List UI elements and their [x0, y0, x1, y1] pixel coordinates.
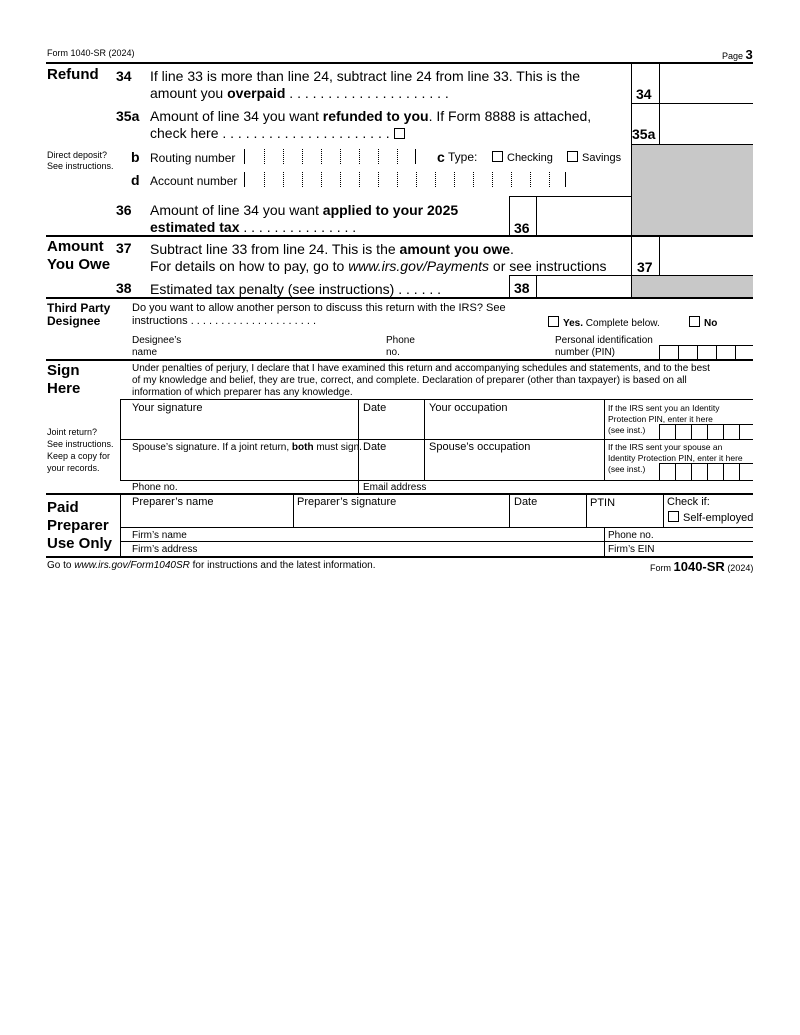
type-label: Type: — [448, 150, 478, 164]
account-label: Account number — [150, 174, 238, 188]
yes-bold: Yes. — [563, 318, 584, 329]
element — [359, 149, 360, 164]
spouse-date-field[interactable] — [360, 454, 422, 478]
email-label: Email address — [363, 482, 427, 493]
element — [264, 172, 265, 187]
refund-section-title: Refund — [47, 66, 99, 83]
element — [707, 425, 708, 439]
element — [264, 149, 265, 164]
element — [509, 275, 510, 297]
firms-ein-label: Firm’s EIN — [608, 544, 655, 555]
element — [509, 196, 510, 235]
preparer-title-a: Paid — [47, 499, 79, 516]
spouse-sig-pre: Spouse’s signature. If a joint return, — [132, 442, 292, 453]
joint-return-note — [47, 426, 114, 474]
designee-no-checkbox[interactable] — [689, 316, 700, 327]
header-rule — [46, 62, 753, 64]
line-37-box-label: 37 — [637, 259, 653, 275]
line-d-letter: d — [131, 172, 140, 188]
your-signature-label: Your signature — [132, 402, 203, 414]
footer-goto-pre: Go to — [47, 560, 75, 571]
page-label: Page — [722, 51, 744, 61]
line-b-letter: b — [131, 149, 140, 165]
element — [397, 149, 398, 164]
your-occupation-field[interactable] — [426, 414, 602, 438]
line-34-bold: overpaid — [227, 85, 286, 101]
element — [707, 464, 708, 480]
ip-pin-a: If the IRS sent you an Identity — [608, 403, 720, 413]
joint-note-c: Keep a copy for — [47, 451, 111, 461]
line-36-amount-field[interactable] — [537, 197, 630, 234]
firms-address-label: Firm’s address — [132, 544, 198, 555]
line-36-number: 36 — [116, 202, 132, 218]
element — [697, 346, 698, 359]
line-37-amount-field[interactable] — [660, 237, 752, 274]
designee-pin-field[interactable] — [659, 345, 753, 359]
phone-no-label: Phone no. — [132, 482, 178, 493]
checking-option[interactable] — [492, 151, 553, 164]
line-37-text-a — [150, 240, 514, 258]
element — [424, 399, 425, 481]
check-if-label: Check if: — [667, 496, 710, 508]
element — [435, 172, 436, 187]
firm-phone-field[interactable] — [658, 528, 752, 541]
footer-instructions — [47, 560, 376, 571]
routing-number-field[interactable] — [244, 149, 416, 164]
line-34-amount-field[interactable] — [660, 64, 752, 103]
element — [716, 346, 717, 359]
designee-phone-b: no. — [386, 347, 400, 358]
line-36-text-a — [150, 201, 458, 219]
line-34-text-a: If line 33 is more than line 24, subtract line 24 from line 33. This is the — [150, 68, 581, 84]
element — [283, 172, 284, 187]
element — [120, 494, 121, 556]
self-employed-option[interactable] — [668, 511, 753, 524]
line-35a-amount-field[interactable] — [660, 104, 752, 144]
line-38-number: 38 — [116, 280, 132, 296]
firms-address-field[interactable] — [200, 542, 602, 555]
preparer-name-label: Preparer’s name — [132, 496, 214, 508]
element — [492, 172, 493, 187]
line-36-box-label: 36 — [514, 220, 530, 236]
element — [378, 149, 379, 164]
sp-pin-c: (see inst.) — [608, 464, 646, 474]
element — [359, 172, 360, 187]
designee-yes-checkbox[interactable] — [548, 316, 559, 327]
line-34-leader: . . . . . . . . . . . . . . . . . . . . . — [285, 85, 449, 101]
amount-owe-bottom-rule — [46, 297, 753, 299]
footer-form-year: (2024) — [724, 563, 754, 573]
savings-checkbox[interactable] — [567, 151, 578, 162]
sp-pin-a: If the IRS sent your spouse an — [608, 442, 723, 452]
line-35a-check-here: check here — [150, 125, 219, 141]
spouse-sig-post: must sign. — [313, 442, 362, 453]
sign-title-b: Here — [47, 380, 81, 397]
element — [509, 494, 510, 527]
line-35a-suffix: . If Form 8888 is attached, — [428, 108, 592, 124]
designee-no-option[interactable] — [689, 316, 717, 329]
your-signature-field[interactable] — [122, 414, 356, 438]
shade-right-38 — [631, 275, 753, 297]
instructions-word: instructions — [132, 315, 188, 327]
perjury-line-c: information of which preparer has any knowledge. — [132, 387, 353, 398]
preparer-signature-label: Preparer’s signature — [297, 496, 397, 508]
third-party-leader: . . . . . . . . . . . . . . . . . . . . . — [187, 315, 316, 327]
element — [473, 172, 474, 187]
line-35a-number: 35a — [116, 108, 140, 124]
amount-owe-title-b: You Owe — [47, 256, 111, 273]
spouse-pin-field[interactable] — [659, 463, 753, 480]
designee-name-field[interactable] — [186, 334, 382, 358]
line-38-label: Estimated tax penalty (see instructions) — [150, 281, 395, 297]
page-number-value: 3 — [745, 47, 753, 62]
element — [454, 172, 455, 187]
firms-ein-field[interactable] — [660, 542, 752, 555]
line-37-prefix: Subtract line 33 from line 24. This is the — [150, 241, 400, 257]
line-34-box-label: 34 — [636, 86, 652, 102]
line-c-letter: c — [437, 149, 445, 165]
shade-right-refund — [631, 145, 659, 235]
line-35a-box-label: 35a — [632, 126, 656, 142]
third-party-bottom-rule — [46, 359, 753, 361]
form8888-checkbox[interactable] — [394, 128, 405, 139]
line-35a-prefix: Amount of line 34 you want — [150, 108, 323, 124]
element — [340, 172, 341, 187]
footer-form-word: Form — [650, 563, 674, 573]
preparer-title-c: Use Only — [47, 535, 113, 552]
phone-no-field[interactable] — [182, 481, 356, 493]
element — [604, 399, 605, 481]
element — [358, 399, 359, 481]
perjury-statement — [132, 363, 710, 399]
preparer-date-label: Date — [514, 496, 538, 508]
element — [723, 464, 724, 480]
element — [678, 346, 679, 359]
element — [120, 399, 121, 481]
designee-pin-b: number (PIN) — [555, 347, 616, 358]
line-38-leader: . . . . . . — [394, 281, 442, 297]
spouse-occupation-field[interactable] — [426, 454, 602, 478]
line-37-bold: amount you owe — [399, 241, 510, 257]
savings-option[interactable] — [567, 151, 621, 164]
designee-name-a: Designee’s — [132, 335, 182, 346]
direct-deposit-note: Direct deposit? See instructions. — [47, 150, 114, 171]
line-35a-bold: refunded to you — [322, 108, 429, 124]
footer-form-id — [650, 559, 753, 574]
designee-pin-a: Personal identification — [555, 335, 653, 346]
element — [530, 172, 531, 187]
line-36-text-b — [150, 218, 356, 236]
email-field[interactable] — [425, 481, 752, 493]
element — [675, 464, 676, 480]
designee-phone-a: Phone — [386, 335, 415, 346]
sp-pin-b: Identity Protection PIN, enter it here — [608, 453, 743, 463]
line-34-number: 34 — [116, 68, 132, 84]
rule — [631, 144, 753, 145]
element — [691, 425, 692, 439]
element — [675, 425, 676, 439]
element — [659, 425, 660, 439]
line-37-b-prefix: For details on how to pay, go to — [150, 258, 349, 274]
element — [302, 149, 303, 164]
your-occupation-label: Your occupation — [429, 402, 508, 414]
rule — [120, 399, 753, 400]
spouse-date-label: Date — [363, 441, 387, 453]
joint-note-d: your records. — [47, 463, 100, 473]
savings-label: Savings — [582, 152, 622, 164]
checking-label: Checking — [507, 152, 553, 164]
ip-pin-field[interactable] — [659, 424, 753, 439]
designee-name-b: name — [132, 347, 158, 358]
ip-pin-c: (see inst.) — [608, 425, 646, 435]
firms-name-field[interactable] — [190, 528, 602, 541]
third-party-title-a: Third Party — [47, 301, 111, 315]
designee-name-label — [132, 335, 181, 359]
refund-bottom-rule — [46, 235, 753, 237]
line-34-prefix: amount you — [150, 85, 228, 101]
amount-owe-title-a: Amount — [47, 238, 104, 255]
joint-note-b: See instructions. — [47, 439, 114, 449]
element — [302, 172, 303, 187]
line-36-leader: . . . . . . . . . . . . . . . — [239, 219, 357, 235]
element — [511, 172, 512, 187]
shade-right-refund-2 — [659, 145, 753, 235]
element — [397, 172, 398, 187]
element — [659, 464, 660, 480]
designee-pin-label — [555, 335, 653, 359]
element — [631, 64, 632, 297]
footer-goto-post: for instructions and the latest information. — [189, 560, 376, 571]
routing-label: Routing number — [150, 151, 236, 165]
firms-name-label: Firm’s name — [132, 530, 187, 541]
line-35a-text-a — [150, 107, 591, 125]
element — [739, 425, 740, 439]
line-35a-text-b — [150, 124, 409, 142]
ptin-label: PTIN — [590, 497, 616, 509]
line-37-period: . — [510, 241, 514, 257]
line-34-text-b — [150, 84, 449, 102]
payments-link[interactable]: www.irs.gov/Payments — [348, 258, 490, 274]
line-36-bold-b: estimated tax — [150, 219, 240, 235]
firm-phone-label: Phone no. — [608, 530, 654, 541]
preparer-date-field[interactable] — [511, 509, 585, 525]
designee-phone-field[interactable] — [410, 334, 550, 358]
line-38-text — [150, 280, 441, 298]
sign-bottom-rule — [46, 493, 753, 495]
element — [340, 149, 341, 164]
line-35a-leader: . . . . . . . . . . . . . . . . . . . . . . — [218, 125, 394, 141]
spouse-signature-label — [132, 442, 362, 453]
element — [321, 149, 322, 164]
element — [283, 149, 284, 164]
element — [378, 172, 379, 187]
element — [659, 64, 660, 145]
element — [358, 480, 359, 494]
preparer-signature-field[interactable] — [295, 509, 507, 525]
line-36-prefix: Amount of line 34 you want — [150, 202, 323, 218]
page-number — [722, 47, 753, 62]
element — [735, 346, 736, 359]
designee-yes-option[interactable] — [548, 316, 660, 329]
element — [321, 172, 322, 187]
line-36-bold-a: applied to your 2025 — [322, 202, 459, 218]
self-employed-checkbox[interactable] — [668, 511, 679, 522]
preparer-bottom-rule — [46, 556, 753, 558]
rule — [120, 439, 753, 440]
ip-pin-b: Protection PIN, enter it here — [608, 414, 713, 424]
element — [586, 494, 587, 527]
line-37-number: 37 — [116, 240, 132, 256]
element — [663, 494, 664, 527]
perjury-line-b: of my knowledge and belief, they are true, correct, and complete. Declaration of preparer (other than taxpayer) is based on all — [132, 375, 687, 386]
spouse-occupation-label: Spouse’s occupation — [429, 441, 531, 453]
element — [739, 464, 740, 480]
your-date-field[interactable] — [360, 414, 422, 438]
form-reference: Form 1040-SR (2024) — [47, 48, 135, 58]
line-37-text-b — [150, 257, 607, 275]
ptin-field[interactable] — [588, 509, 661, 525]
element — [723, 425, 724, 439]
element — [659, 346, 660, 359]
joint-note-a: Joint return? — [47, 427, 98, 437]
third-party-title-b: Designee — [47, 314, 101, 328]
account-number-field[interactable] — [244, 172, 566, 187]
line-38-box-label: 38 — [514, 280, 530, 296]
element — [416, 172, 417, 187]
preparer-title-b: Preparer — [47, 517, 109, 534]
line-37-b-suffix: or see instructions — [489, 258, 607, 274]
footer-form-name: 1040-SR — [673, 559, 725, 574]
perjury-line-a: Under penalties of perjury, I declare that I have examined this return and accompanying schedules and statements, and to the best — [132, 363, 710, 374]
third-party-question-b — [132, 315, 316, 327]
element — [549, 172, 550, 187]
element — [293, 494, 294, 527]
element — [691, 464, 692, 480]
spouse-signature-field[interactable] — [122, 454, 356, 478]
third-party-question-a: Do you want to allow another person to discuss this return with the IRS? See — [132, 302, 506, 314]
spouse-sig-bold: both — [291, 442, 314, 453]
sign-title-a: Sign — [47, 362, 80, 379]
preparer-name-field[interactable] — [122, 509, 292, 525]
no-label: No — [704, 318, 718, 329]
line-38-amount-field[interactable] — [537, 276, 630, 296]
form1040sr-link[interactable]: www.irs.gov/Form1040SR — [74, 560, 190, 571]
yes-rest: Complete below. — [583, 318, 660, 329]
self-employed-label: Self-employed — [683, 512, 754, 524]
checking-checkbox[interactable] — [492, 151, 503, 162]
date-label: Date — [363, 402, 387, 414]
